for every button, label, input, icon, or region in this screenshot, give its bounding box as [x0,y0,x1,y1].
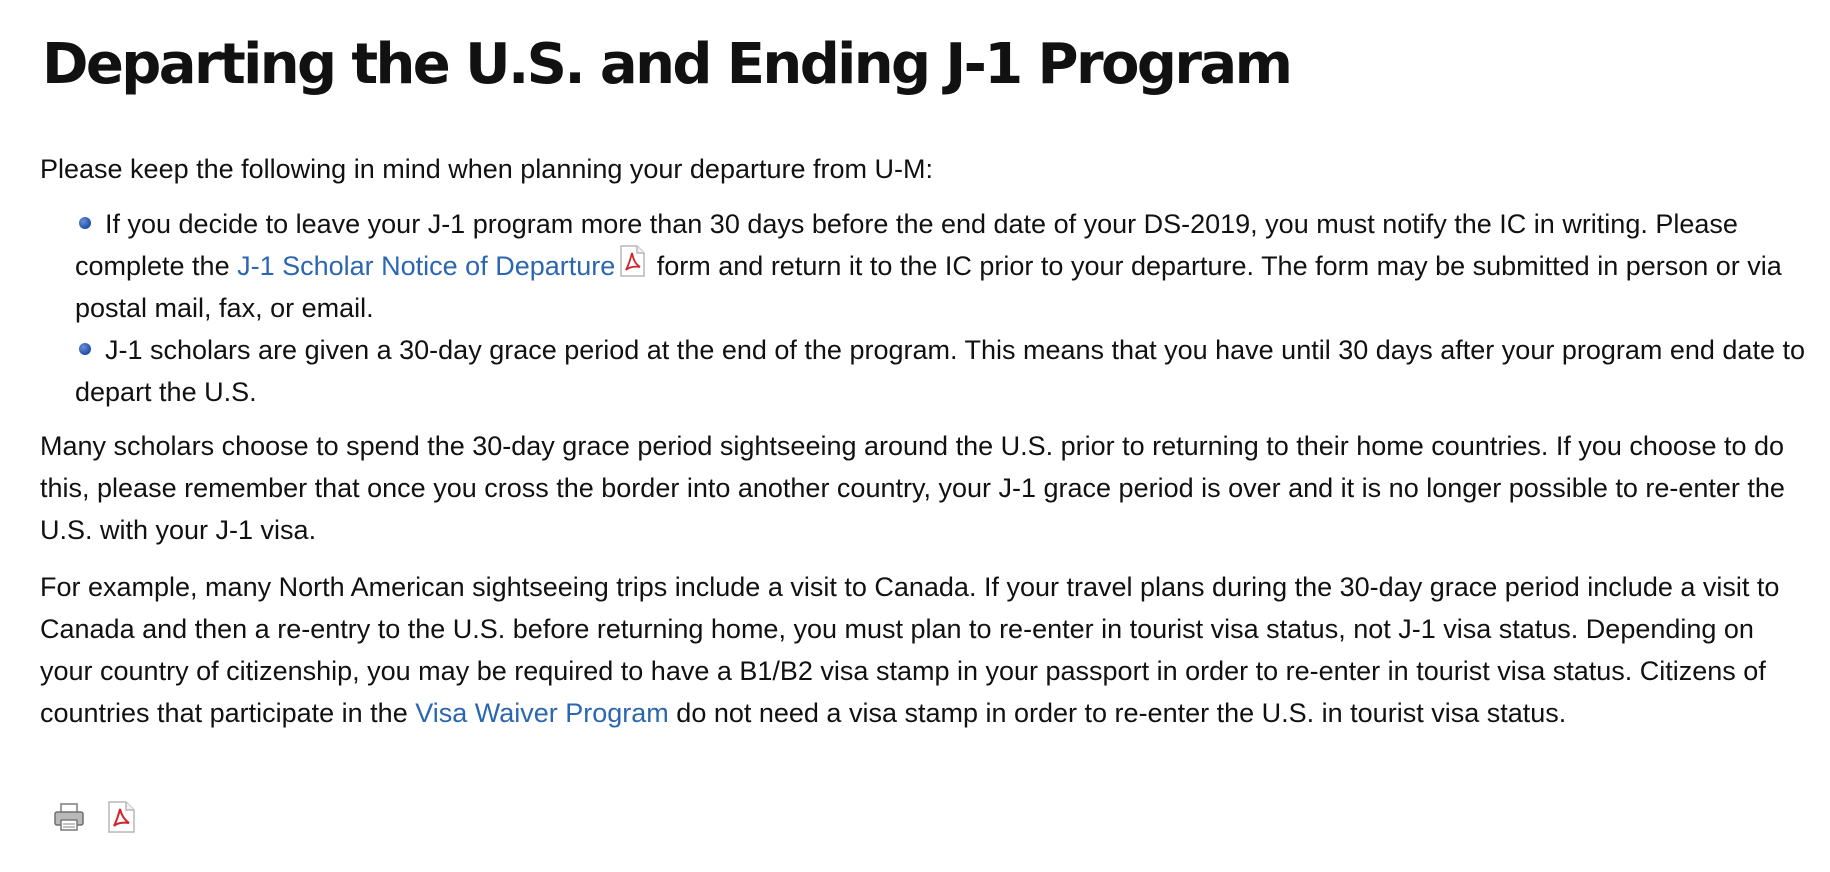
intro-text: Please keep the following in mind when planning your departure from U-M: [40,154,933,184]
list-item [75,329,1805,413]
bullet-text-before: If you decide to leave your J-1 program more than 30 days before the end date of your DS-2019, you must notify the IC in writing. Please complete the [75,209,1738,281]
bullet-text-after: form and return it to the IC prior to your departure. The form may be submitted in person or via postal mail, fax, or email. [75,251,1782,323]
bullet-icon [79,343,91,355]
list-item [75,203,1805,329]
page-tools [52,800,138,834]
bullet-icon [79,217,91,229]
bullet-list [75,203,1805,413]
printer-icon[interactable] [52,800,86,834]
pdf-icon[interactable] [104,800,138,834]
paragraph-canada-example [40,566,1800,734]
paragraph-text-after: do not need a visa stamp in order to re-enter the U.S. in tourist visa status. [668,698,1567,728]
paragraph-text-before: For example, many North American sightseeing trips include a visit to Canada. If your travel plans during the 30-day grace period include a visit to Canada and then a re-entry to the U.S. before returning home, you must plan to re-enter in tourist visa status, not J-1 visa status. Depending on your country of citizenship, you may be required to have a B1/B2 visa stamp in your passport in order to re-enter in tourist visa status. Citizens of countries that participate in the [40,572,1780,728]
paragraph-grace-period: Many scholars choose to spend the 30-day grace period sightseeing around the U.S. prior to returning to their home countries. If you choose to do this, please remember that once you cross the border into another country, your J-1 grace period is over and it is no longer possible to re-enter the U.S. with your J-1 visa. [40,431,1785,545]
visa-waiver-program-link[interactable]: Visa Waiver Program [415,698,669,728]
page-title: Departing the U.S. and Ending J-1 Program [42,32,1291,97]
bullet-text: J-1 scholars are given a 30-day grace period at the end of the program. This means that you have until 30 days after your program end date to depart the U.S. [75,335,1805,407]
pdf-icon[interactable] [617,245,647,277]
notice-of-departure-link[interactable]: J-1 Scholar Notice of Departure [237,251,616,281]
